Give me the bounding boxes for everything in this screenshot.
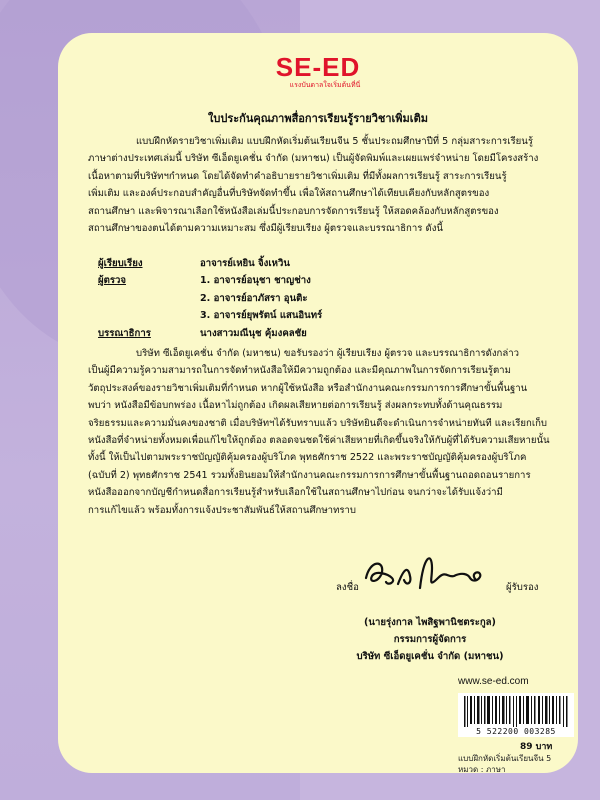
editor-label: บรรณาธิการ <box>98 327 151 339</box>
roles-list <box>98 255 538 342</box>
website-url: www.se-ed.com <box>458 676 529 687</box>
book-info <box>458 753 551 775</box>
paragraph-line: สถานศึกษา และพิจารณาเลือกใช้หนังสือเล่มนี้ประกอบการจัดการเรียนรู้ ให้สอดคล้องกับหลักสูตรของ <box>88 205 499 217</box>
editor-name: นางสาวมณีนุช คุ้มงคลชัย <box>200 327 307 339</box>
reviewer-label: ผู้ตรวจ <box>98 275 127 287</box>
reviewer-name: 2. อาจารย์อาภัสรา อุนติะ <box>200 292 308 304</box>
se-ed-logo <box>58 53 578 90</box>
paragraph-line: พบว่า หนังสือมีข้อบกพร่อง เนื้อหาไม่ถูกต้อง เกิดผลเสียหายต่อการเรียนรู้ ส่งผลกระทบทั้งด้านคุณธรรม <box>88 400 503 412</box>
author-label: ผู้เรียบเรียง <box>98 258 143 269</box>
editor-row <box>98 325 538 342</box>
paragraph-line: วัตถุประสงค์ของรายวิชาเพิ่มเติมที่กำหนด หากผู้ใช้หนังสือ หรือสำนักงานคณะกรรมการการศึกษาขั้นพื้นฐาน <box>88 382 528 394</box>
paragraph-line: เพิ่มเติม และองค์ประกอบสำคัญอื่นที่บริษัทจัดทำขึ้น เพื่อให้สถานศึกษาได้เทียบเคียงกับหลักสูตรของ <box>88 188 490 200</box>
paragraph-line: จริยธรรมและความมั่นคงของชาติ เมื่อบริษัทฯได้รับทราบแล้ว บริษัทยินดีจะดำเนินการจำหน่ายทันที และเรียกเก็บ <box>88 417 548 429</box>
barcode-digits: 5 522200 003285 <box>458 727 574 737</box>
paragraph-line: การแก้ไขแล้ว พร้อมทั้งการแจ้งประชาสัมพันธ์ให้สถานศึกษาทราบ <box>88 504 357 516</box>
handwritten-signature <box>358 548 508 598</box>
certificate-card <box>58 33 578 773</box>
author-row <box>98 255 538 272</box>
signatory-company: บริษัท ซีเอ็ดยูเคชั่น จำกัด (มหาชน) <box>356 651 504 662</box>
paragraph-line: เป็นผู้มีความรู้ความสามารถในการจัดทำหนังสือให้มีความถูกต้อง และมีคุณภาพในการจัดการเรียนรู้ตาม <box>88 365 511 377</box>
sign-suffix: ผู้รับรอง <box>506 582 539 593</box>
paragraph-line: ภาษาต่างประเทศเล่มนี้ บริษัท ซีเอ็ดยูเคชั่น จำกัด (มหาชน) เป็นผู้จัดพิมพ์และเผยแพร่จำหน่าย โดยมีโครงสร้าง <box>88 153 539 165</box>
book-name: แบบฝึกหัดเริ่มต้นเรียนจีน 5 <box>458 754 552 763</box>
paragraph-line: สถานศึกษาของตนได้ตามความเหมาะสม ซึ่งมีผู้เรียบเรียง ผู้ตรวจและบรรณาธิการ ดังนี้ <box>88 223 443 235</box>
reviewer-row <box>98 307 538 324</box>
book-category: หมวด : ภาษา <box>458 765 506 774</box>
reviewer-row <box>98 290 538 307</box>
signatory-name: (นายรุ่งกาล ไพสิฐพานิชตระกูล) <box>364 617 496 628</box>
page-title: ใบประกันคุณภาพสื่อการเรียนรู้รายวิชาเพิ่มเติม <box>208 112 428 125</box>
reviewer-name: 3. อาจารย์ยุพรัตน์ แสนอินทร์ <box>200 310 323 322</box>
paragraph-line: แบบฝึกหัดรายวิชาเพิ่มเติม แบบฝึกหัดเริ่มต้นเรียนจีน 5 ชั้นประถมศึกษาปีที่ 5 กลุ่มสาระการเรียนรู้ <box>136 136 533 147</box>
paragraph-line: หนังสือออกจากบัญชีกำหนดสื่อการเรียนรู้สำหรับเลือกใช้ในสถานศึกษาไปก่อน จนกว่าจะได้รับแจ้งว่ามี <box>88 487 503 499</box>
reviewer-row <box>98 272 538 289</box>
intro-paragraph <box>88 133 550 237</box>
paragraph-line: หนังสือที่จำหน่ายทั้งหมดเพื่อแก้ไขให้ถูกต้อง ตลอดจนชดใช้ค่าเสียหายที่เกิดขึ้นจริงให้กับผู้ที่ได้รับความเสียหายนั้น <box>88 435 550 447</box>
paragraph-line: บริษัท ซีเอ็ดยูเคชั่น จำกัด (มหาชน) ขอรับรองว่า ผู้เรียบเรียง ผู้ตรวจ และบรรณาธิการดังกล่าว <box>136 348 519 359</box>
signatory-block <box>320 614 540 665</box>
signatory-position: กรรมการผู้จัดการ <box>393 634 467 645</box>
price-label: 89 บาท <box>520 742 553 752</box>
reviewer-name: 1. อาจารย์อนุชา ชาญช่าง <box>200 275 311 287</box>
paragraph-line: (ฉบับที่ 2) พุทธศักราช 2541 รวมทั้งยินยอมให้สำนักงานคณะกรรมการการศึกษาขั้นพื้นฐานถอดถอนรายการ <box>88 469 531 481</box>
author-name: อาจารย์เหยิน จิ้งเหวิน <box>200 258 290 269</box>
logo-text: SE-ED <box>275 52 361 82</box>
paragraph-line: ทั้งนี้ ให้เป็นไปตามพระราชบัญญัติคุ้มครองผู้บริโภค พุทธศักราช 2522 และพระราชบัญญัติคุ้มครองผู้บริโภค <box>88 452 527 464</box>
guarantee-paragraph <box>88 345 550 519</box>
logo-tagline: แรงบันดาลใจเริ่มต้นที่นี่ <box>289 81 361 89</box>
sign-label: ลงชื่อ <box>336 582 359 593</box>
paragraph-line: เนื้อหาตามที่บริษัทฯกำหนด โดยได้จัดทำคำอธิบายรายวิชาเพิ่มเติม ที่มีทั้งผลการเรียนรู้ สาระการเรียนรู้ <box>88 170 507 182</box>
